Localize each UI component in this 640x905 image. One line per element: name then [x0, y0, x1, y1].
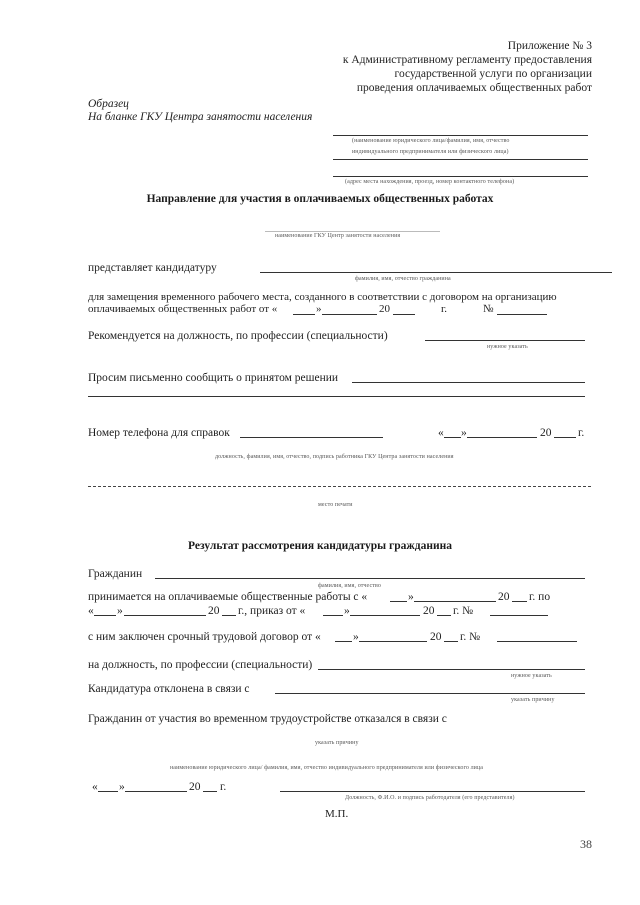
phone-year-prefix: 20: [540, 427, 552, 439]
sample-label: Образец: [88, 98, 129, 110]
temp-workplace-line-2: оплачиваемых общественных работ от «: [88, 303, 278, 315]
final-month-line: [125, 791, 187, 792]
citizen-line: [155, 578, 585, 579]
final-date-quote-close: »: [119, 781, 125, 793]
signer-caption: должность, фамилия, имя, отчество, подпись работника ГКУ Центра занятости населения: [215, 454, 454, 460]
temp-day-line: [293, 314, 315, 315]
appendix-line-3: государственной услуги по организации: [394, 68, 592, 80]
phone-year-suffix: г.: [578, 427, 585, 439]
inform-line-2: [88, 396, 585, 397]
hired-day-line: [390, 601, 407, 602]
separator-line: [88, 486, 591, 487]
contract-month-line: [359, 641, 427, 642]
stamp-caption: место печати: [318, 502, 353, 508]
inform-label: Просим письменно сообщить о принятом решении: [88, 372, 339, 384]
hired2-day-line: [94, 615, 116, 616]
stamp-place: М.П.: [325, 808, 349, 820]
final-year-prefix: 20: [189, 781, 201, 793]
employer-caption-1: (наименование юридического лица/фамилия, имя, отчество: [352, 138, 510, 144]
contract-year-prefix: 20: [430, 631, 442, 643]
phone-month-line: [467, 437, 537, 438]
hired-month-line: [414, 601, 496, 602]
contract-day-line: [335, 641, 352, 642]
contract-year-line: [444, 641, 458, 642]
hired2-month-line: [124, 615, 206, 616]
rejected-line: [275, 693, 585, 694]
temp-workplace-line-1: для замещения временного рабочего места, созданного в соответствии с договором на организацию: [88, 291, 557, 303]
hired-year-line: [512, 601, 527, 602]
result-title: Результат рассмотрения кандидатуры гражданина: [188, 540, 452, 552]
hired-year-prefix: 20: [498, 591, 510, 603]
employment-center-line: [265, 231, 440, 232]
rejected-label: Кандидатура отклонена в связи с: [88, 683, 250, 695]
temp-month-line: [322, 314, 377, 315]
phone-label: Номер телефона для справок: [88, 427, 230, 439]
phone-date-quote-close: »: [461, 427, 467, 439]
order-year-prefix: 20: [423, 605, 435, 617]
refused-label: Гражданин от участия во временном трудоустройстве отказался в связи с: [88, 713, 447, 725]
final-signature-line: [280, 791, 585, 792]
final-year-line: [203, 791, 217, 792]
temp-year-prefix: 20: [379, 303, 390, 315]
citizen-caption: фамилия, имя, отчество: [318, 583, 381, 589]
phone-date-quote-open: «: [438, 427, 444, 439]
temp-number-sign: №: [483, 303, 494, 315]
hired2-quote-close: »: [117, 605, 123, 617]
phone-year-line: [554, 437, 576, 438]
page-number: 38: [580, 837, 592, 851]
recommended-line: [425, 340, 585, 341]
employer-address-line: [333, 176, 588, 177]
final-signer-caption: Должность, Ф.И.О. и подпись работодателя (его представителя): [345, 795, 515, 801]
candidate-caption: фамилия, имя, отчество гражданина: [355, 276, 451, 282]
hired2-year-line: [222, 615, 236, 616]
contract-number-line: [497, 641, 577, 642]
appendix-number: Приложение № 3: [507, 40, 592, 52]
order-year-line: [437, 615, 451, 616]
phone-day-line: [444, 437, 461, 438]
contract-number-label: г. №: [460, 631, 481, 643]
contract-quote-close: »: [353, 631, 359, 643]
employer-caption-3: (адрес места нахождения, проезд, номер контактного телефона): [345, 179, 515, 185]
recommended-caption: нужное указать: [487, 344, 528, 350]
final-year-suffix: г.: [220, 781, 227, 793]
contract-text: с ним заключен срочный трудовой договор от «: [88, 631, 321, 643]
order-month-line: [350, 615, 420, 616]
employment-center-caption: наименование ГКУ Центр занятости населения: [275, 233, 401, 239]
temp-year-suffix: г.: [441, 303, 448, 315]
phone-line: [240, 437, 383, 438]
final-day-line: [98, 791, 118, 792]
candidate-label: представляет кандидатуру: [88, 262, 217, 274]
rejected-caption: указать причину: [511, 697, 555, 703]
employer-caption-2: индивидуального предпринимателя или физического лица): [352, 149, 509, 155]
inform-line-1: [352, 382, 585, 383]
recommended-label: Рекомендуется на должность, по профессии (специальности): [88, 330, 388, 342]
citizen-label: Гражданин: [88, 568, 143, 580]
employer-name-line: [333, 135, 588, 136]
order-quote-close: »: [344, 605, 350, 617]
temp-quote: »: [316, 303, 322, 315]
hired-text: принимается на оплачиваемые общественные работы с «: [88, 591, 368, 603]
hired2-quote-open: «: [88, 605, 94, 617]
temp-number-line: [497, 314, 547, 315]
employer-signature-caption: наименование юридического лица/ фамилия, имя, отчество индивидуального предпринимателя или физического лица: [170, 765, 484, 771]
position-caption: нужное указать: [511, 673, 552, 679]
appendix-line-4: проведения оплачиваемых общественных работ: [356, 82, 592, 94]
refused-caption: указать причину: [315, 740, 359, 746]
document-title: Направление для участия в оплачиваемых общественных работах: [146, 193, 494, 205]
hired2-year-prefix: 20: [208, 605, 220, 617]
appendix-line-2: к Административному регламенту предоставления: [342, 54, 592, 66]
hired2-order: г., приказ от «: [238, 605, 306, 617]
order-number-label: г. №: [453, 605, 474, 617]
final-date-quote-open: «: [92, 781, 98, 793]
position-label: на должность, по профессии (специальности): [88, 659, 313, 671]
hired-quote: »: [408, 591, 414, 603]
order-number-line: [490, 615, 548, 616]
candidate-line: [260, 272, 612, 273]
order-day-line: [323, 615, 343, 616]
employer-name-line-2: [333, 159, 588, 160]
position-line: [318, 669, 585, 670]
temp-year-line: [393, 314, 415, 315]
sample-blank-note: На бланке ГКУ Центра занятости населения: [88, 111, 313, 123]
hired-to: г. по: [529, 591, 551, 603]
